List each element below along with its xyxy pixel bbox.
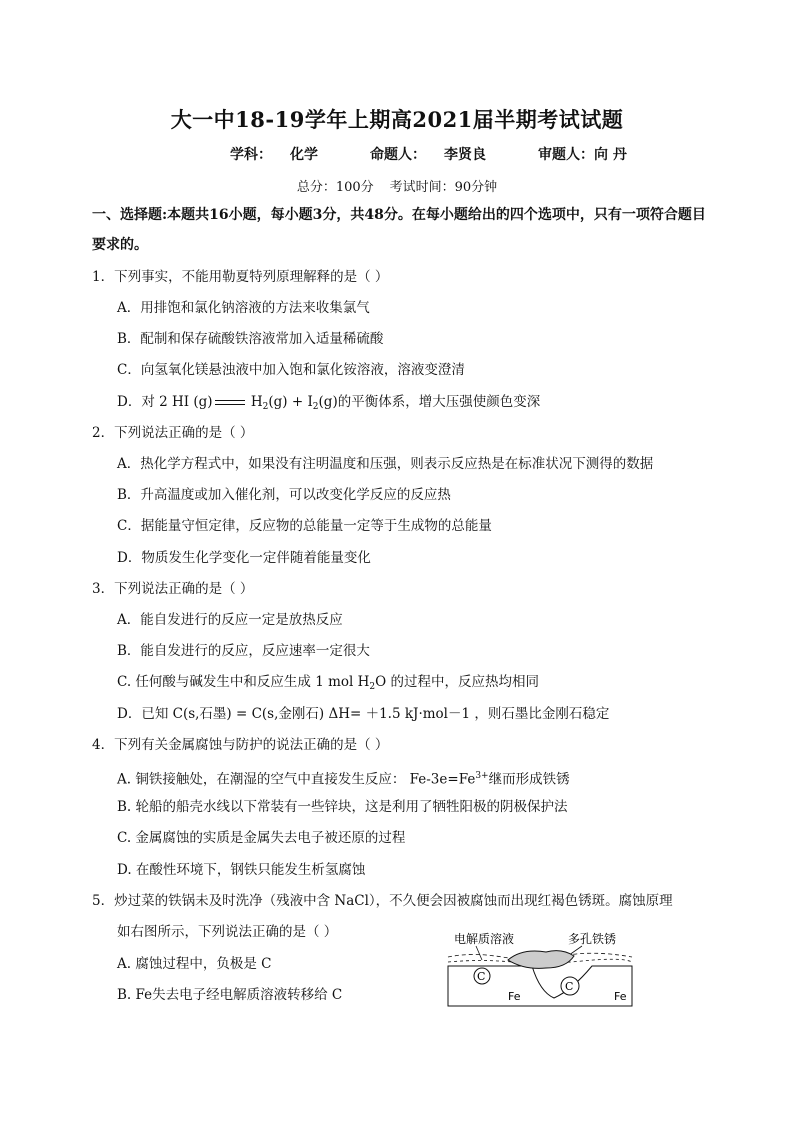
exam-title: 大一中18-19学年上期高2021届半期考试试题: [170, 107, 624, 132]
q1-d-mid1: H: [246, 394, 263, 410]
rust-label: 多孔铁锈: [568, 932, 617, 946]
q3-option-c: [117, 672, 539, 697]
reviewer-label: 审题人：: [538, 147, 594, 163]
q3-c-pre: C. 任何酸与碱发生中和反应生成 1 mol H: [117, 674, 370, 690]
q2-option-b: B．升高温度或加入催化剂，可以改变化学反应的反应热: [117, 487, 451, 503]
q4-a-post: 继而形成铁锈: [488, 771, 570, 788]
fe-label-left: Fe: [508, 990, 521, 1003]
corrosion-diagram: [442, 930, 642, 1010]
q3-c-sub: 2: [369, 682, 376, 692]
carbon-label-right: C: [565, 980, 574, 993]
q4-stem: 4．下列有关金属腐蚀与防护的说法正确的是（ ）: [92, 737, 389, 753]
q3-c-post: O 的过程中，反应热均相同: [375, 674, 540, 690]
section-heading: 一、选择题:本题共16小题，每小题3分，共48分。在每小题给出的四个选项中，只有一项符合题目要求的。: [92, 207, 706, 253]
q5-stem-line1: 5．炒过菜的铁锅未及时洗净（残液中含 NaCl），不久便会因被腐蚀而出现红褐色锈斑。腐蚀原理: [92, 893, 673, 909]
q1-option-c: C．向氢氧化镁悬浊液中加入饱和氯化铵溶液，溶液变澄清: [117, 362, 465, 378]
q3-option-d: D．已知 C(s,石墨) = C(s,金刚石) ΔH= ＋1.5 kJ·mol－1 ，则石墨比金刚石稳定: [117, 706, 610, 722]
q5-option-a: A. 腐蚀过程中，负极是 C: [117, 956, 272, 972]
q2-option-a: A．热化学方程式中，如果没有注明温度和压强，则表示反应热是在标准状况下测得的数据: [117, 456, 654, 472]
fe-label-right: Fe: [614, 990, 627, 1003]
q1-d-pre: D．对 2 HI (g): [117, 394, 213, 410]
q4-option-a: [117, 766, 570, 790]
q5-option-b: B. Fe失去电子经电解质溶液转移给 C: [117, 987, 343, 1003]
author-label: 命题人：: [370, 147, 426, 163]
q1-d-post: (g)的平衡体系，增大压强使颜色变深: [318, 394, 541, 410]
q5-stem-line2: 如右图所示，下列说法正确的是（ ）: [117, 924, 338, 940]
q3-option-b: B．能自发进行的反应，反应速率一定很大: [117, 643, 370, 659]
q3-option-a: A．能自发进行的反应一定是放热反应: [117, 612, 343, 628]
author-value: 李贤良: [444, 147, 486, 163]
q1-option-d: [117, 392, 540, 417]
subject-value: 化学: [290, 147, 318, 163]
score-line: [0, 176, 794, 195]
q1-d-sub1: 2: [262, 402, 269, 412]
q1-d-sub2: 2: [312, 402, 319, 412]
reviewer-value: 向 丹: [594, 147, 627, 163]
total-score: 总分：100分: [296, 180, 374, 195]
q4-option-d: D. 在酸性环境下，钢铁只能发生析氢腐蚀: [117, 862, 366, 878]
q4-a-sup: 3+: [475, 771, 489, 781]
q1-option-a: A．用排饱和氯化钠溶液的方法来收集氯气: [117, 300, 370, 316]
q3-stem: 3．下列说法正确的是（ ）: [92, 581, 254, 597]
q4-a-pre: A. 铜铁接触处，在潮湿的空气中直接发生反应： Fe-3e=Fe: [117, 771, 476, 788]
q2-option-c: C．据能量守恒定律，反应物的总能量一定等于生成物的总能量: [117, 518, 492, 534]
carbon-label-left: C: [477, 970, 486, 983]
electrolyte-label: 电解质溶液: [454, 932, 515, 946]
subject-label: 学科：: [230, 147, 272, 163]
q1-stem: 1．下列事实，不能用勒夏特列原理解释的是（ ）: [92, 269, 389, 285]
q4-option-b: B. 轮船的船壳水线以下常装有一些锌块，这是利用了牺牲阳极的阴极保护法: [117, 799, 568, 815]
equilibrium-arrow-icon: [213, 398, 247, 408]
q2-stem: 2．下列说法正确的是（ ）: [92, 425, 254, 441]
q4-option-c: C. 金属腐蚀的实质是金属失去电子被还原的过程: [117, 830, 406, 846]
electrolyte-pointer: [476, 946, 482, 960]
exam-time: 考试时间：90分钟: [389, 180, 498, 195]
q2-option-d: D．物质发生化学变化一定伴随着能量变化: [117, 550, 371, 566]
q1-d-mid2: (g) + I: [268, 394, 313, 410]
exam-meta: [230, 144, 627, 164]
q1-option-b: B．配制和保存硫酸铁溶液常加入适量稀硫酸: [117, 331, 384, 347]
